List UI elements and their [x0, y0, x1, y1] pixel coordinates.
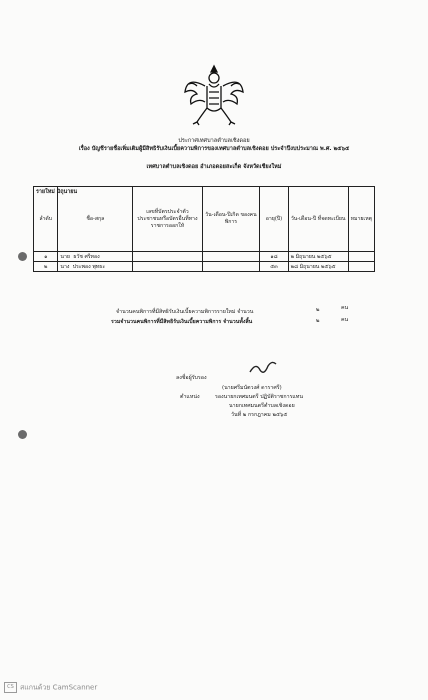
col-header-note: หมายเหตุ — [348, 187, 374, 252]
position-line2: นายกเทศมนตรีตำบลเชิงดอย — [229, 403, 295, 409]
table-row — [34, 262, 375, 272]
col-header-name: ชื่อ-สกุล — [58, 187, 133, 252]
row-age: ๕๓ — [260, 262, 288, 272]
row-dob — [202, 252, 260, 262]
summary-total-count: ๒ — [316, 318, 320, 324]
scanner-watermark-text: สแกนด้วย CamScanner — [20, 683, 98, 692]
row-reg-date: ๒ มิถุนายน ๒๕๖๕ — [288, 252, 348, 262]
signature-date: วันที่ ๒ กรกฎาคม ๒๕๖๕ — [231, 412, 288, 418]
row-name — [58, 262, 133, 272]
recipient-table — [33, 186, 375, 272]
row-name — [58, 252, 133, 262]
summary-new-unit: คน — [341, 305, 349, 311]
scanner-watermark — [4, 682, 97, 694]
col-header-no: ลำดับ — [34, 187, 58, 252]
table-header-row — [34, 187, 375, 252]
certifier-label: ลงชื่อผู้รับรอง — [176, 375, 207, 381]
position-line1: รองนายกเทศมนตรี ปฏิบัติราชการแทน — [215, 394, 303, 400]
issuing-authority: เทศบาลตำบลเชิงดอย อำเภอดอยสะเก็ด จังหวัดเชียงใหม่ — [146, 164, 282, 170]
punch-hole-icon — [18, 252, 27, 261]
row-reg-date: ๒๘ มิถุนายน ๒๕๖๕ — [288, 262, 348, 272]
punch-hole-icon — [18, 430, 27, 439]
row-prefix: นาย — [60, 253, 70, 260]
summary-new-label: จำนวนคนพิการที่มีสิทธิรับเงินเบี้ยความพิการรายใหม่ จำนวน — [116, 309, 254, 315]
row-age: ๑๘ — [260, 252, 288, 262]
summary-new-count: ๒ — [316, 307, 320, 313]
announcement-subject: เรื่อง บัญชีรายชื่อเพิ่มเติมผู้มีสิทธิรับเงินเบี้ยความพิการของเทศบาลตำบลเชิงดอย ประจำปีงบประมาณ พ.ศ. ๒๕๖๕ — [78, 146, 350, 152]
camscanner-logo-icon: CS — [4, 682, 17, 693]
signature-mark — [248, 360, 278, 376]
row-note — [348, 252, 374, 262]
summary-total-label: รวมจำนวนคนพิการที่มีสิทธิรับเงินเบี้ยความพิการ จำนวนทั้งสิ้น — [111, 319, 253, 325]
position-label: ตำแหน่ง — [180, 394, 200, 400]
row-id — [133, 262, 202, 272]
col-header-id: เลขที่บัตรประจำตัวประชาชนหรือบัตรอื่นที่ทางราชการออกให้ — [133, 187, 202, 252]
announcement-title: ประกาศเทศบาลตำบลเชิงดอย — [178, 138, 250, 144]
signer-name: (นายศรีมนัตวงศ์ ดาราศรี) — [222, 385, 282, 391]
row-id — [133, 252, 202, 262]
row-prefix: นาง — [60, 263, 70, 270]
row-fullname: ประพอง พุทธะ — [72, 263, 106, 270]
col-header-age: อายุ(ปี) — [260, 187, 288, 252]
summary-total-unit: คน — [341, 317, 349, 323]
col-header-reg-date: วัน-เดือน-ปี ที่จดทะเบียน — [288, 187, 348, 252]
section-subheading: รายใหม่ มิถุนายน — [36, 189, 78, 195]
row-no: ๒ — [34, 262, 58, 272]
table-row — [34, 252, 375, 262]
row-note — [348, 262, 374, 272]
garuda-emblem-icon — [183, 62, 245, 126]
row-no: ๑ — [34, 252, 58, 262]
row-fullname: ธวัช ศรีทอง — [73, 253, 100, 260]
row-dob — [202, 262, 260, 272]
col-header-dob: วัน-เดือน-ปีเกิด ของคนพิการ — [202, 187, 260, 252]
